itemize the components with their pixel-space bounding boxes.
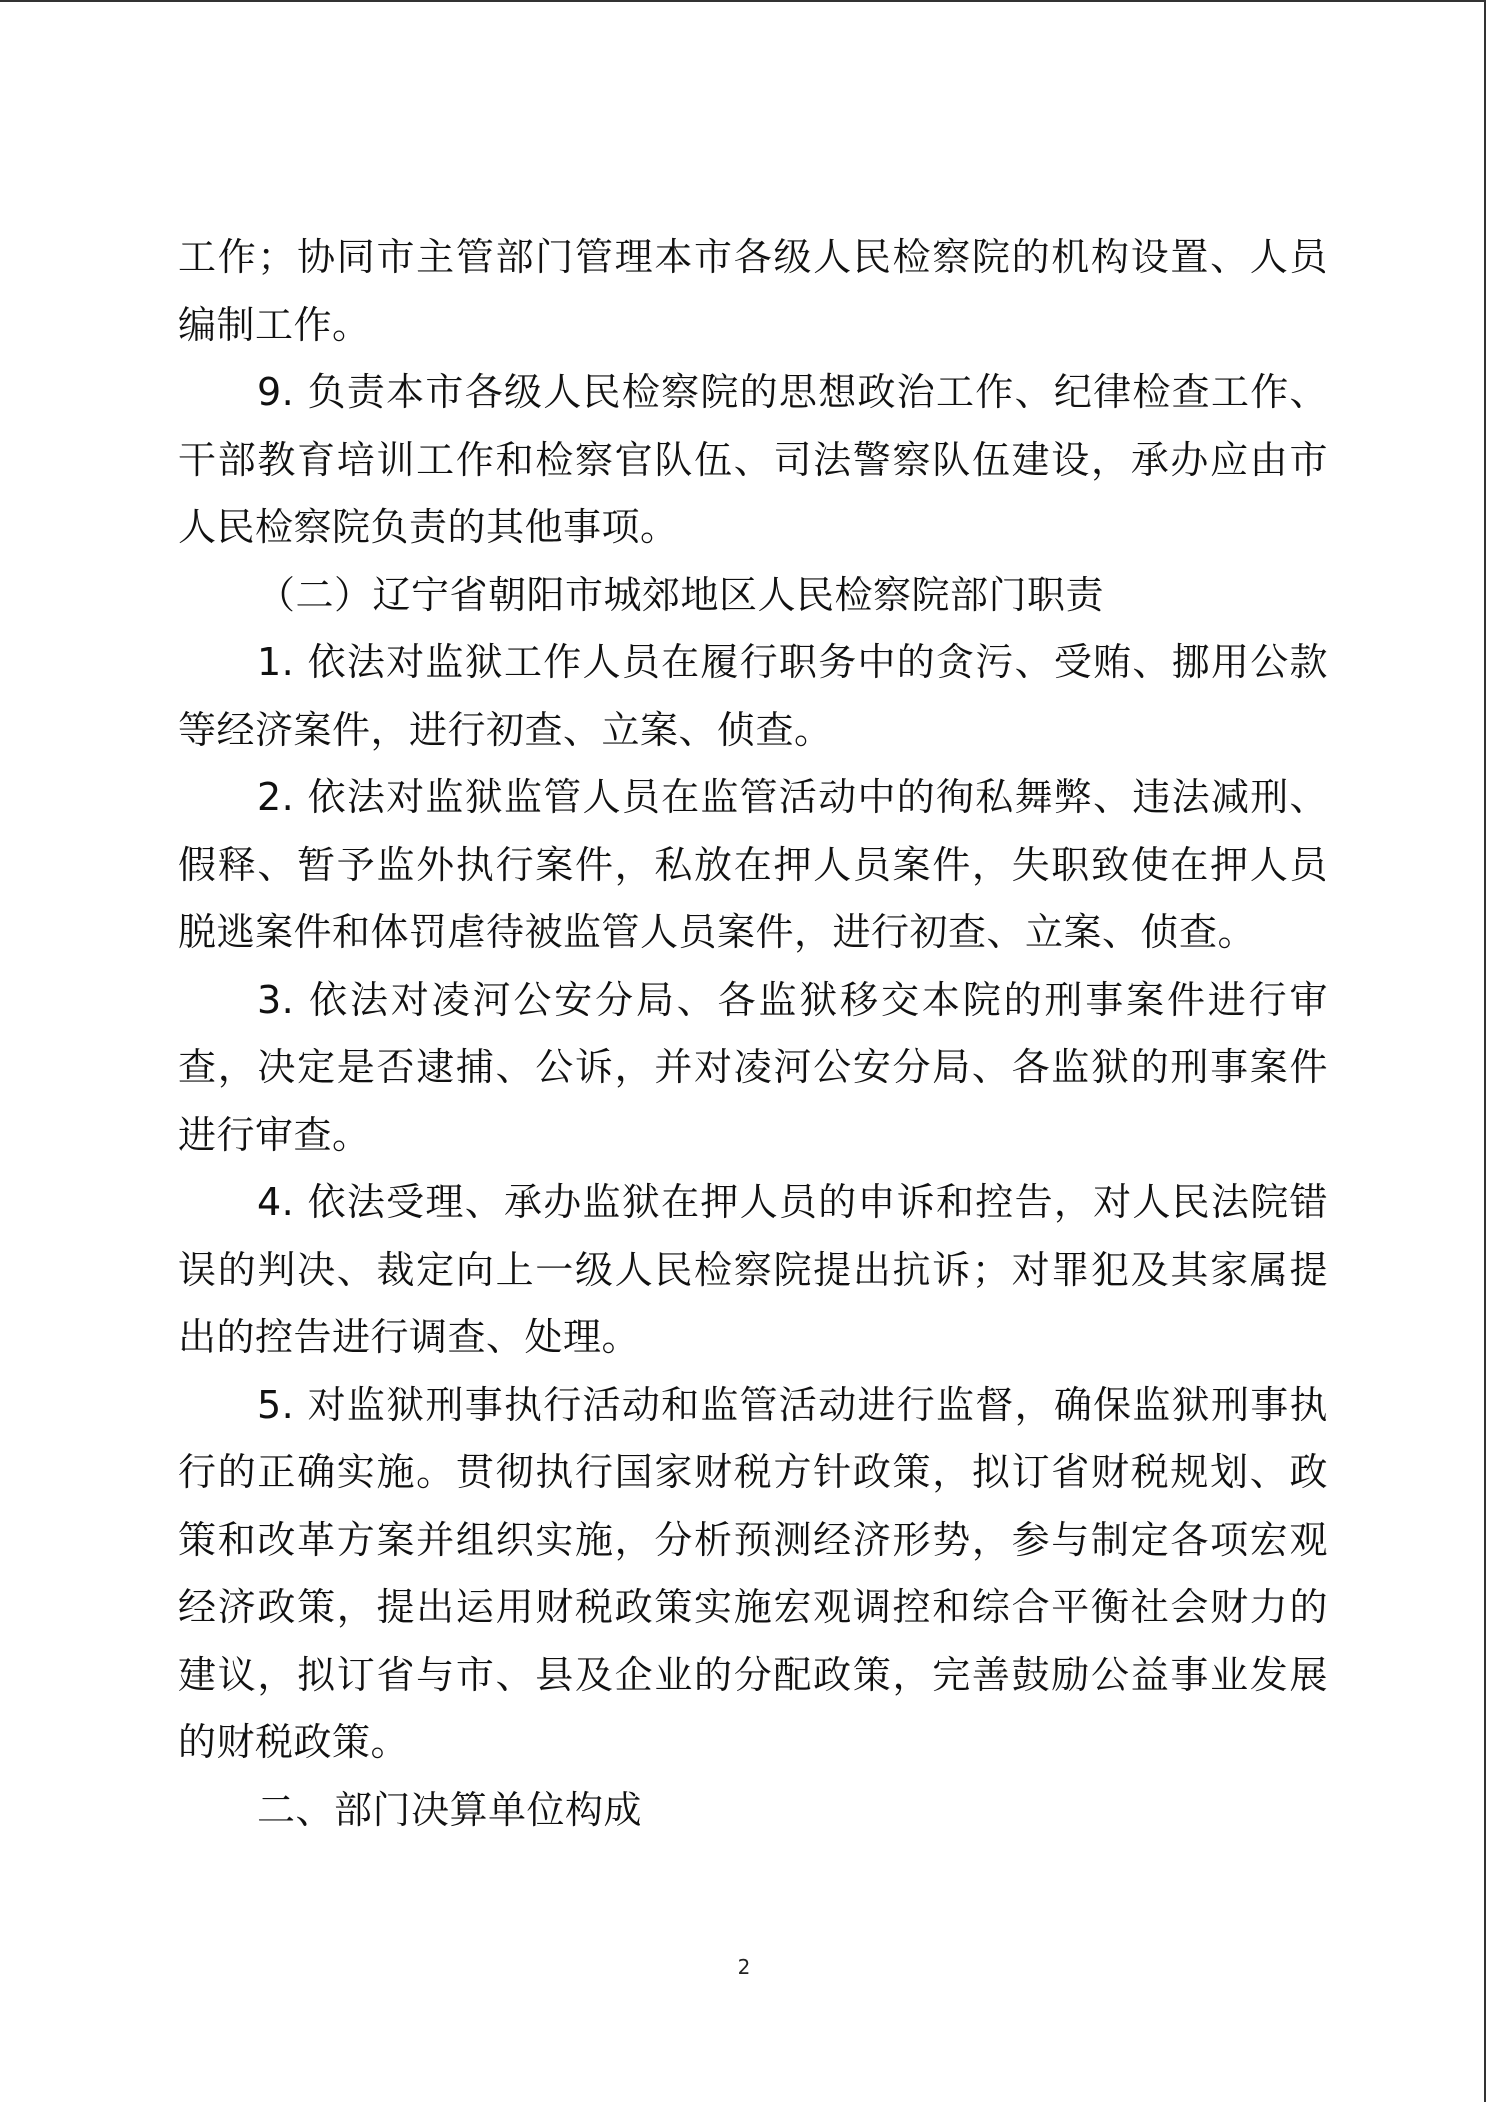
paragraph-item-1: 1. 依法对监狱工作人员在履行职务中的贪污、受贿、挪用公款等经济案件，进行初查、立案、侦查。	[178, 640, 1328, 752]
paragraph-item-5: 5. 对监狱刑事执行活动和监管活动进行监督，确保监狱刑事执行的正确实施。贯彻执行国家财税方针政策，拟订省财税规划、政策和改革方案并组织实施，分析预测经济形势，参与制定各项宏观经济政策，提出运用财税政策实施宏观调控和综合平衡社会财力的建议，拟订省与市、县及企业的分配政策，完善鼓励公益事业发展的财税政策。	[178, 1382, 1328, 1764]
paragraph-continuation: 工作；协同市主管部门管理本市各级人民检察院的机构设置、人员编制工作。	[178, 235, 1328, 347]
paragraph-item-2: 2. 依法对监狱监管人员在监管活动中的徇私舞弊、违法减刑、假释、暂予监外执行案件，私放在押人员案件，失职致使在押人员脱逃案件和体罚虐待被监管人员案件，进行初查、立案、侦查。	[178, 775, 1328, 954]
paragraph-item-4: 4. 依法受理、承办监狱在押人员的申诉和控告，对人民法院错误的判决、裁定向上一级人民检察院提出抗诉；对罪犯及其家属提出的控告进行调查、处理。	[178, 1180, 1328, 1359]
paragraph-item-9: 9. 负责本市各级人民检察院的思想政治工作、纪律检查工作、干部教育培训工作和检察官队伍、司法警察队伍建设，承办应由市人民检察院负责的其他事项。	[178, 370, 1328, 549]
document-body	[178, 224, 1328, 1844]
page-number: 2	[737, 1955, 751, 1979]
section-heading-unit-composition: 二、部门决算单位构成	[257, 1787, 643, 1832]
section-heading-department-duties: （二）辽宁省朝阳市城郊地区人民检察院部门职责	[257, 572, 1105, 617]
paragraph-item-3: 3. 依法对凌河公安分局、各监狱移交本院的刑事案件进行审查，决定是否逮捕、公诉，并对凌河公安分局、各监狱的刑事案件进行审查。	[178, 977, 1328, 1157]
